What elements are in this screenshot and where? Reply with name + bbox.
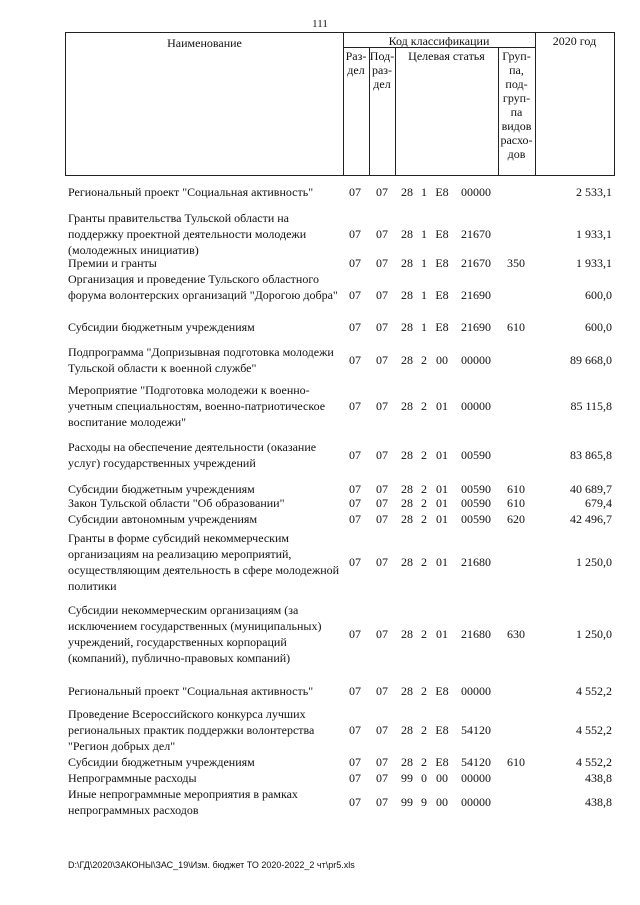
row-code-t1: 28 xyxy=(401,482,413,496)
row-code-t3: E8 xyxy=(435,288,449,302)
page-number: 111 xyxy=(312,18,328,30)
row-code-r: 07 xyxy=(349,771,361,785)
row-code-t1: 28 xyxy=(401,227,413,241)
row-name: Мероприятие "Подготовка молодежи к военно-учетным специальностям, военно-патриотическое воспитание молодежи" xyxy=(68,383,326,429)
row-name: Подпрограмма "Допризывная подготовка молодежи Тульской области к военной службе" xyxy=(68,345,334,375)
row-code-t4: 54120 xyxy=(461,723,491,737)
row-code-t4: 00590 xyxy=(461,482,491,496)
row-name: Закон Тульской области "Об образовании" xyxy=(68,496,285,510)
row-amount: 438,8 xyxy=(585,795,612,809)
row-name: Гранты правительства Тульской области на поддержку проектной деятельности молодежи (молодежных инициатив) xyxy=(68,211,307,257)
row-code-t2: 9 xyxy=(421,795,427,809)
table-row xyxy=(0,382,640,430)
row-amount: 89 668,0 xyxy=(570,353,612,367)
row-name: Организация и проведение Тульского областного форума волонтерских организаций "Дорогою добра" xyxy=(68,272,338,302)
row-code-t3: 01 xyxy=(436,399,448,413)
row-code-r: 07 xyxy=(349,320,361,334)
table-row xyxy=(0,770,640,786)
row-code-t2: 2 xyxy=(421,555,427,569)
row-code-r: 07 xyxy=(349,627,361,641)
table-row xyxy=(0,530,640,594)
row-code-t4: 21690 xyxy=(461,288,491,302)
row-code-t2: 2 xyxy=(421,482,427,496)
row-name: Региональный проект "Социальная активность" xyxy=(68,185,314,199)
table-row xyxy=(0,495,640,511)
table-row xyxy=(0,344,640,376)
row-amount: 83 865,8 xyxy=(570,448,612,462)
row-code-t3: 01 xyxy=(436,496,448,510)
header-classification: Код классификации xyxy=(343,32,536,48)
row-code-r: 07 xyxy=(349,684,361,698)
row-code-t1: 28 xyxy=(401,353,413,367)
table-row xyxy=(0,255,640,271)
row-code-r: 07 xyxy=(349,555,361,569)
row-name: Субсидии некоммерческим организациям (за исключением государственных (муниципальных) учреждений, государственных корпораций (компаний), публично-правовых компаний) xyxy=(68,603,322,665)
row-code-t2: 2 xyxy=(421,353,427,367)
table-row xyxy=(0,602,640,666)
row-code-t2: 1 xyxy=(421,185,427,199)
row-code-p: 07 xyxy=(376,512,388,526)
table-row xyxy=(0,754,640,770)
row-code-p: 07 xyxy=(376,723,388,737)
row-code-r: 07 xyxy=(349,288,361,302)
row-code-r: 07 xyxy=(349,227,361,241)
row-code-p: 07 xyxy=(376,227,388,241)
row-code-r: 07 xyxy=(349,512,361,526)
row-amount: 679,4 xyxy=(585,496,612,510)
row-code-g: 610 xyxy=(507,496,525,510)
row-name: Непрограммные расходы xyxy=(68,771,197,785)
row-code-t3: 00 xyxy=(436,353,448,367)
row-name: Расходы на обеспечение деятельности (оказание услуг) государственных учреждений xyxy=(68,440,317,470)
row-code-p: 07 xyxy=(376,684,388,698)
row-name: Субсидии автономным учреждениям xyxy=(68,512,258,526)
row-amount: 1 250,0 xyxy=(576,627,612,641)
row-code-t2: 2 xyxy=(421,755,427,769)
row-code-t4: 00590 xyxy=(461,496,491,510)
row-amount: 40 689,7 xyxy=(570,482,612,496)
row-code-t4: 00590 xyxy=(461,448,491,462)
row-code-t4: 00000 xyxy=(461,771,491,785)
row-code-t2: 2 xyxy=(421,496,427,510)
row-code-t4: 00000 xyxy=(461,353,491,367)
row-code-t4: 00000 xyxy=(461,185,491,199)
row-code-p: 07 xyxy=(376,399,388,413)
row-name: Субсидии бюджетным учреждениям xyxy=(68,482,255,496)
row-code-r: 07 xyxy=(349,755,361,769)
row-code-g: 610 xyxy=(507,320,525,334)
row-code-t2: 2 xyxy=(421,627,427,641)
row-code-t4: 21670 xyxy=(461,256,491,270)
row-code-t1: 28 xyxy=(401,320,413,334)
row-amount: 1 933,1 xyxy=(576,256,612,270)
row-code-t1: 99 xyxy=(401,795,413,809)
row-code-t3: E8 xyxy=(435,320,449,334)
row-code-t4: 00000 xyxy=(461,684,491,698)
row-code-t4: 00000 xyxy=(461,795,491,809)
header-razdel: Раз- дел xyxy=(343,47,370,176)
header-podrazdel: Под- раз- дел xyxy=(369,47,396,176)
row-amount: 1 933,1 xyxy=(576,227,612,241)
row-code-g: 350 xyxy=(507,256,525,270)
row-code-t3: 01 xyxy=(436,482,448,496)
row-name: Иные непрограммные мероприятия в рамках непрограммных расходов xyxy=(68,787,298,817)
row-amount: 2 533,1 xyxy=(576,185,612,199)
row-code-t1: 28 xyxy=(401,512,413,526)
row-code-p: 07 xyxy=(376,185,388,199)
row-code-t4: 21680 xyxy=(461,627,491,641)
row-code-t1: 28 xyxy=(401,755,413,769)
row-code-p: 07 xyxy=(376,496,388,510)
row-name: Субсидии бюджетным учреждениям xyxy=(68,320,255,334)
table-row xyxy=(0,210,640,258)
row-code-t4: 00590 xyxy=(461,512,491,526)
row-code-t2: 1 xyxy=(421,256,427,270)
header-group: Груп- па, под- груп- па видов расхо- дов xyxy=(498,47,536,176)
table-row xyxy=(0,439,640,471)
row-code-t2: 2 xyxy=(421,448,427,462)
row-code-t3: 01 xyxy=(436,555,448,569)
row-code-g: 630 xyxy=(507,627,525,641)
row-code-r: 07 xyxy=(349,448,361,462)
row-amount: 600,0 xyxy=(585,320,612,334)
row-code-t3: E8 xyxy=(435,755,449,769)
row-code-t1: 28 xyxy=(401,684,413,698)
row-code-t2: 1 xyxy=(421,288,427,302)
row-code-p: 07 xyxy=(376,256,388,270)
row-code-p: 07 xyxy=(376,448,388,462)
row-code-t2: 1 xyxy=(421,227,427,241)
row-code-t2: 2 xyxy=(421,684,427,698)
row-code-r: 07 xyxy=(349,399,361,413)
row-code-p: 07 xyxy=(376,755,388,769)
row-amount: 4 552,2 xyxy=(576,755,612,769)
table-row xyxy=(0,683,640,699)
row-code-r: 07 xyxy=(349,496,361,510)
row-code-t1: 28 xyxy=(401,256,413,270)
row-code-t1: 28 xyxy=(401,185,413,199)
row-code-t2: 2 xyxy=(421,723,427,737)
row-code-r: 07 xyxy=(349,353,361,367)
row-code-t3: 00 xyxy=(436,771,448,785)
row-code-t4: 21670 xyxy=(461,227,491,241)
row-name: Региональный проект "Социальная активность" xyxy=(68,684,314,698)
row-code-t4: 21690 xyxy=(461,320,491,334)
row-code-t3: E8 xyxy=(435,723,449,737)
header-name: Наименование xyxy=(65,32,344,176)
row-name: Гранты в форме субсидий некоммерческим организациям на реализацию мероприятий, осуществляющим деятельность в сфере молодежной политики xyxy=(68,531,340,593)
row-code-t4: 00000 xyxy=(461,399,491,413)
row-code-t1: 28 xyxy=(401,288,413,302)
row-code-p: 07 xyxy=(376,795,388,809)
row-code-p: 07 xyxy=(376,482,388,496)
row-amount: 4 552,2 xyxy=(576,684,612,698)
row-amount: 438,8 xyxy=(585,771,612,785)
row-code-g: 610 xyxy=(507,482,525,496)
row-code-t2: 2 xyxy=(421,399,427,413)
row-code-r: 07 xyxy=(349,723,361,737)
row-code-t1: 28 xyxy=(401,448,413,462)
row-name: Премии и гранты xyxy=(68,256,157,270)
row-name: Проведение Всероссийского конкурса лучших региональных практик поддержки волонтерства "Регион добрых дел" xyxy=(68,707,315,753)
row-code-p: 07 xyxy=(376,627,388,641)
row-code-t4: 21680 xyxy=(461,555,491,569)
row-code-r: 07 xyxy=(349,795,361,809)
row-code-t2: 2 xyxy=(421,512,427,526)
row-code-r: 07 xyxy=(349,185,361,199)
row-code-r: 07 xyxy=(349,482,361,496)
table-row xyxy=(0,511,640,527)
row-code-g: 610 xyxy=(507,755,525,769)
file-path-footer: D:\ГД\2020\ЗАКОНЫ\ЗАС_19\Изм. бюджет ТО 2020-2022_2 чт\pr5.xls xyxy=(68,860,355,870)
row-amount: 600,0 xyxy=(585,288,612,302)
row-code-t3: E8 xyxy=(435,684,449,698)
table-row xyxy=(0,184,640,200)
row-code-t3: 00 xyxy=(436,795,448,809)
table-row xyxy=(0,319,640,335)
row-code-p: 07 xyxy=(376,771,388,785)
header-year: 2020 год xyxy=(535,32,615,176)
row-code-t3: 01 xyxy=(436,512,448,526)
row-code-t3: E8 xyxy=(435,185,449,199)
row-code-p: 07 xyxy=(376,288,388,302)
row-amount: 4 552,2 xyxy=(576,723,612,737)
table-row xyxy=(0,271,640,319)
table-row xyxy=(0,706,640,754)
row-code-t1: 28 xyxy=(401,496,413,510)
row-code-t2: 1 xyxy=(421,320,427,334)
row-code-p: 07 xyxy=(376,353,388,367)
row-code-g: 620 xyxy=(507,512,525,526)
header-target: Целевая статья xyxy=(395,47,499,176)
row-code-t1: 99 xyxy=(401,771,413,785)
row-name: Субсидии бюджетным учреждениям xyxy=(68,755,255,769)
row-amount: 42 496,7 xyxy=(570,512,612,526)
row-code-t3: E8 xyxy=(435,256,449,270)
row-code-t3: 01 xyxy=(436,627,448,641)
row-code-p: 07 xyxy=(376,320,388,334)
row-code-t4: 54120 xyxy=(461,755,491,769)
row-code-t3: E8 xyxy=(435,227,449,241)
table-row xyxy=(0,786,640,818)
row-amount: 1 250,0 xyxy=(576,555,612,569)
row-code-t1: 28 xyxy=(401,555,413,569)
row-code-r: 07 xyxy=(349,256,361,270)
row-amount: 85 115,8 xyxy=(570,399,612,413)
row-code-p: 07 xyxy=(376,555,388,569)
row-code-t3: 01 xyxy=(436,448,448,462)
row-code-t1: 28 xyxy=(401,627,413,641)
row-code-t2: 0 xyxy=(421,771,427,785)
row-code-t1: 28 xyxy=(401,723,413,737)
row-code-t1: 28 xyxy=(401,399,413,413)
